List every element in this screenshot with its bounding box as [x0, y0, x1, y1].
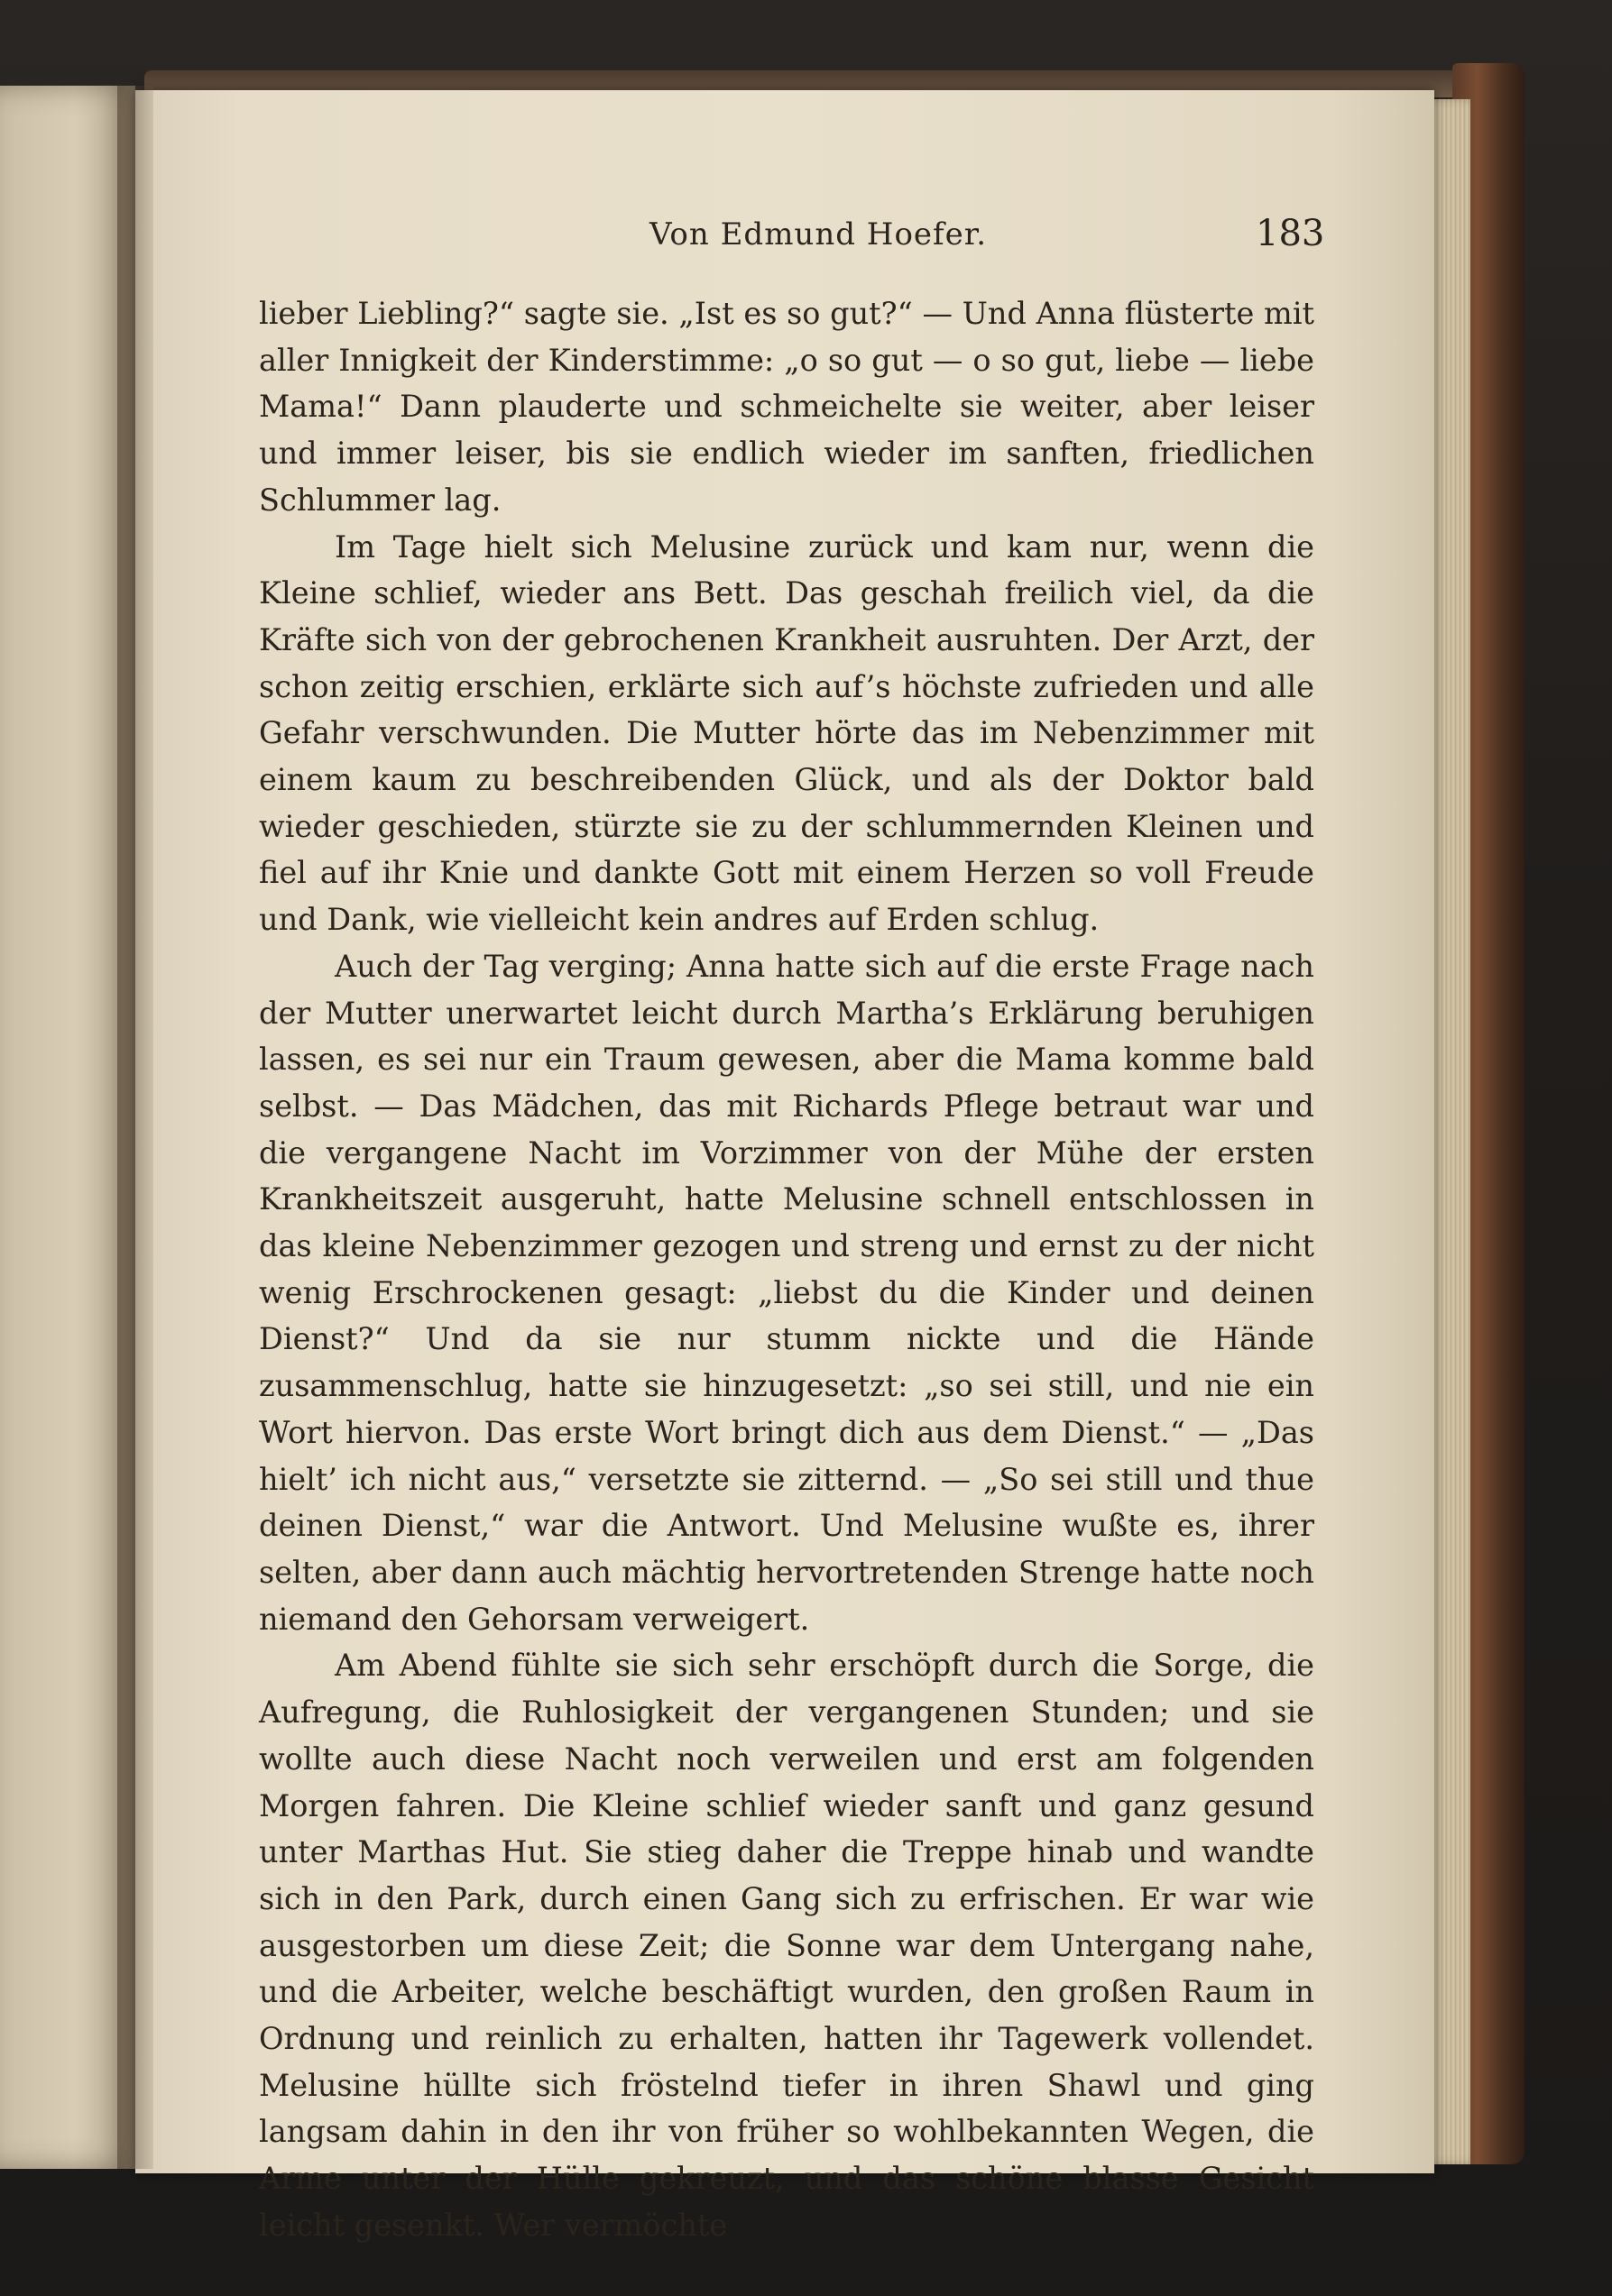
- paragraph-4: Am Abend fühlte sie sich sehr erschöpft durch die Sorge, die Aufregung, die Ruhlosigkeit der vergangenen Stunden; und sie wollte auch diese Nacht noch verweilen und erst am folgenden Morgen fahren. Die Kleine schlief wieder sanft und ganz gesund unter Marthas Hut. Sie stieg daher die Treppe hinab und wandte sich in den Park, durch einen Gang sich zu erfrischen. Er war wie ausgestorben um diese Zeit; die Sonne war dem Untergang nahe, und die Arbeiter, welche beschäftigt wurden, den großen Raum in Ordnung und reinlich zu erhalten, hatten ihr Tagewerk vollendet. Melusine hüllte sich fröstelnd tiefer in ihren Shawl und ging langsam dahin in den ihr von früher so wohlbekannten Wegen, die Arme unter der Hülle gekreuzt, und das schöne blasse Gesicht leicht gesenkt. Wer vermöchte: [259, 1648, 1314, 2243]
- left-page: [0, 86, 135, 2169]
- page-number: 183: [1256, 213, 1325, 254]
- paragraph-3: Auch der Tag verging; Anna hatte sich auf die erste Frage nach der Mutter unerwartet leicht durch Martha’s Erklärung beruhigen lassen, es sei nur ein Traum gewesen, aber die Mama komme bald selbst. — Das Mädchen, das mit Richards Pflege betraut war und die vergangene Nacht im Vorzimmer von der Mühe der ersten Krankheitszeit ausgeruht, hatte Melusine schnell entschlossen in das kleine Nebenzimmer gezogen und streng und ernst zu der nicht wenig Erschrockenen gesagt: „liebst du die Kinder und deinen Dienst?“ Und da sie nur stumm nickte und die Hände zusammenschlug, hatte sie hinzugesetzt: „so sei still, und nie ein Wort hiervon. Das erste Wort bringt dich aus dem Dienst.“ — „Das hielt’ ich nicht aus,“ versetzte sie zitternd. — „So sei still und thue deinen Dienst,“ war die Antwort. Und Melusine wußte es, ihrer selten, aber dann auch mächtig hervortretenden Strenge hatte noch niemand den Gehorsam verweigert.: [259, 948, 1314, 1637]
- running-title: Von Edmund Hoefer.: [649, 216, 988, 253]
- paragraph-2: Im Tage hielt sich Melusine zurück und kam nur, wenn die Kleine schlief, wieder ans Bett. Das geschah freilich viel, da die Kräfte sich von der gebrochenen Krankheit ausruhten. Der Arzt, der schon zeitig erschien, erklärte sich auf’s höchste zufrieden und alle Gefahr verschwunden. Die Mutter hörte das im Nebenzimmer mit einem kaum zu beschreibenden Glück, und als der Doktor bald wieder geschieden, stürzte sie zu der schlummernden Kleinen und fiel auf ihr Knie und dankte Gott mit einem Herzen so voll Freude und Dank, wie vielleicht kein andres auf Erden schlug.: [259, 528, 1314, 938]
- paragraph-1: lieber Liebling?“ sagte sie. „Ist es so gut?“ — Und Anna flüsterte mit aller Innigkeit der Kinderstimme: „o so gut — o so gut, liebe — liebe Mama!“ Dann plauderte und schmeichelte sie weiter, aber leiser und immer leiser, bis sie endlich wieder im sanften, friedlichen Schlummer lag.: [259, 296, 1314, 518]
- body-text: [259, 290, 1314, 2249]
- book-gutter: [117, 86, 153, 2169]
